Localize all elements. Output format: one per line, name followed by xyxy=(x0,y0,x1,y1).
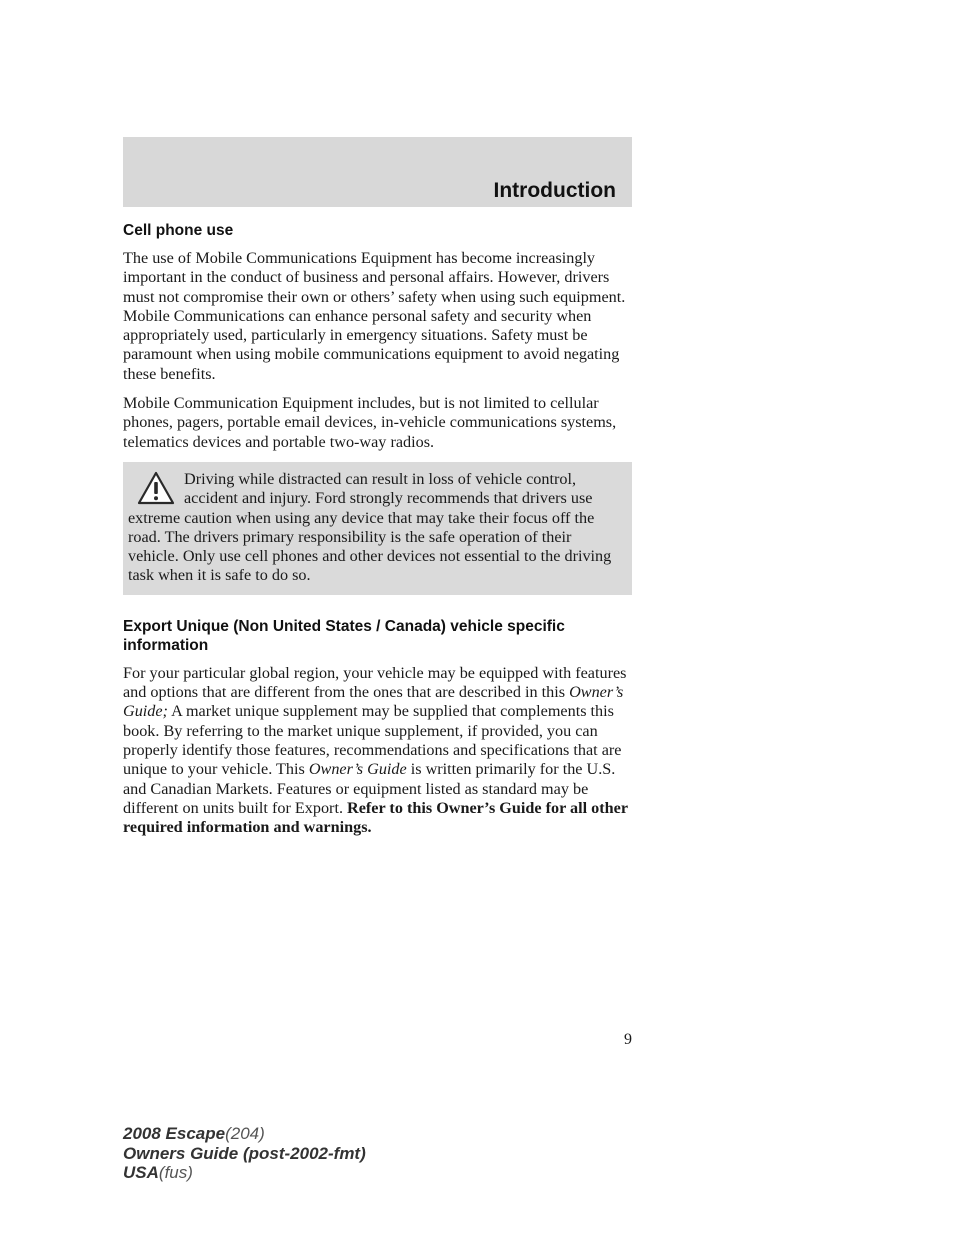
owners-guide-ref-1: Owner’s Guide; xyxy=(123,683,624,721)
export-text-3: is written primarily for the U.S. and Canadian Markets. Features or equipment listed as standard may be different on units built for Export. xyxy=(123,760,616,817)
export-text-1: For your particular global region, your vehicle may be equipped with features and options that are different from the ones that are described in this xyxy=(123,663,627,702)
footer-line-2 xyxy=(123,1144,366,1164)
footer-market: USA xyxy=(123,1163,159,1182)
cell-phone-paragraph-1: The use of Mobile Communications Equipment has become increasingly important in the conduct of business and personal affairs. However, drivers must not compromise their own or others’ safety when using such equipment. Mobile Communications can enhance personal safety and security when appropriately used, particularly in emergency situations. Safety must be paramount when using mobile communications equipment to avoid negating these benefits. xyxy=(123,249,626,383)
warning-triangle-icon xyxy=(136,470,176,506)
footer-guide: Owners Guide (post-2002-fmt) xyxy=(123,1143,366,1163)
page-number: 9 xyxy=(624,1031,632,1048)
warning-text: Driving while distracted can result in loss of vehicle control, accident and injury. Ford strongly recommends that drivers use extreme caution when using any device that may take their focus off the road. The drivers primary responsibility is the safe operation of their vehicle. Only use cell phones and other devices not essential to the driving task when it is safe to do so. xyxy=(128,469,612,585)
footer-model: 2008 Escape xyxy=(123,1124,226,1143)
document-footer xyxy=(123,1124,366,1183)
footer-line-1 xyxy=(123,1124,366,1144)
warning-box xyxy=(123,462,632,595)
section-header-band xyxy=(123,137,632,207)
page-content xyxy=(123,221,632,847)
section-title: Introduction xyxy=(493,179,616,202)
export-bold-note: Refer to this Owner’s Guide for all other required information and warnings. xyxy=(123,798,628,837)
footer-model-code: (204) xyxy=(225,1124,265,1143)
cell-phone-paragraph-2: Mobile Communication Equipment includes, but is not limited to cellular phones, pagers, portable email devices, in-vehicle communications systems, telematics devices and portable two-way radios. xyxy=(123,394,617,451)
export-paragraph xyxy=(123,664,632,838)
cell-phone-heading: Cell phone use xyxy=(123,222,234,239)
export-text-2: A market unique supplement may be supplied that complements this book. By referring to the market unique supplement, if provided, you can properly identify those features, recommendations and specifications that are unique to your vehicle. This xyxy=(123,702,622,779)
footer-market-code: (fus) xyxy=(158,1163,193,1182)
export-heading: Export Unique (Non United States / Canada) vehicle specific information xyxy=(123,617,565,654)
owners-guide-ref-2: Owner’s Guide xyxy=(308,760,407,779)
footer-line-3 xyxy=(123,1163,366,1183)
